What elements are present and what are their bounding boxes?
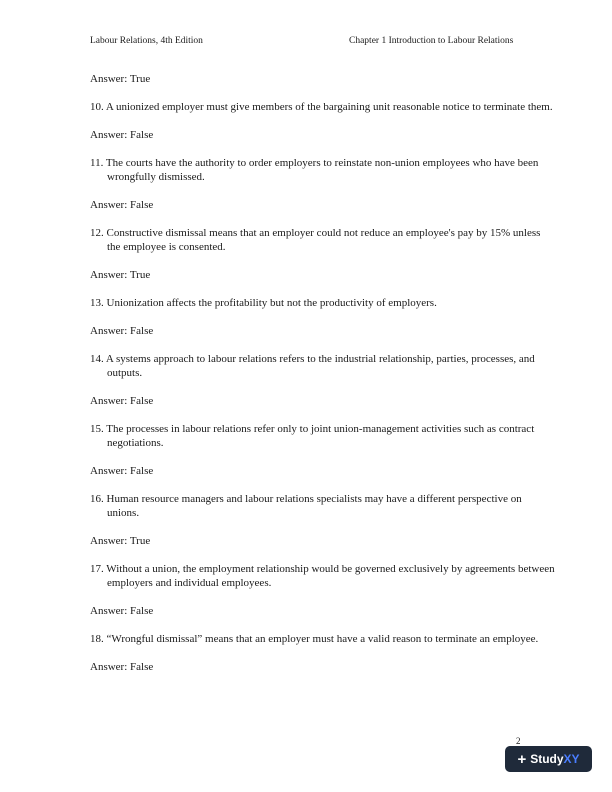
question-text: 13. Unionization affects the profitability but not the productivity of employers. <box>90 297 437 309</box>
plus-icon: + <box>517 750 527 768</box>
answer-text: Answer: True <box>90 73 151 85</box>
answer-text: Answer: False <box>90 129 154 141</box>
question-text: 10. A unionized employer must give members of the bargaining unit reasonable notice to terminate them. <box>90 101 553 113</box>
studyxy-logo[interactable] <box>505 746 592 772</box>
answer-text: Answer: True <box>90 269 151 281</box>
question-text: 16. Human resource managers and labour relations specialists may have a different perspective on unions. <box>90 493 522 519</box>
question-text: 15. The processes in labour relations refer only to joint union-management activities such as contract negotiations. <box>90 423 535 449</box>
answer-text: Answer: False <box>90 661 154 673</box>
question-list <box>90 72 555 688</box>
header-book-title: Labour Relations, 4th Edition <box>90 36 203 46</box>
question-text: 18. “Wrongful dismissal” means that an employer must have a valid reason to terminate an employee. <box>90 633 539 645</box>
answer-text: Answer: False <box>90 605 154 617</box>
header-chapter-title: Chapter 1 Introduction to Labour Relations <box>349 36 514 46</box>
question-text: 17. Without a union, the employment relationship would be governed exclusively by agreements between employers and individual employees. <box>90 563 555 589</box>
question-text: 12. Constructive dismissal means that an employer could not reduce an employee's pay by 15% unless the employee is consented. <box>90 227 541 253</box>
question-text: 14. A systems approach to labour relations refers to the industrial relationship, parties, processes, and outputs. <box>90 353 535 379</box>
answer-text: Answer: False <box>90 199 154 211</box>
question-text: 11. The courts have the authority to order employers to reinstate non-union employees who have been wrongfully dismissed. <box>90 157 539 183</box>
answer-text: Answer: False <box>90 325 154 337</box>
answer-text: Answer: True <box>90 535 151 547</box>
answer-text: Answer: False <box>90 395 154 407</box>
brand-accent: XY <box>563 752 580 766</box>
page-number: 2 <box>516 736 521 746</box>
brand-name: Study <box>530 752 564 766</box>
answer-text: Answer: False <box>90 465 154 477</box>
